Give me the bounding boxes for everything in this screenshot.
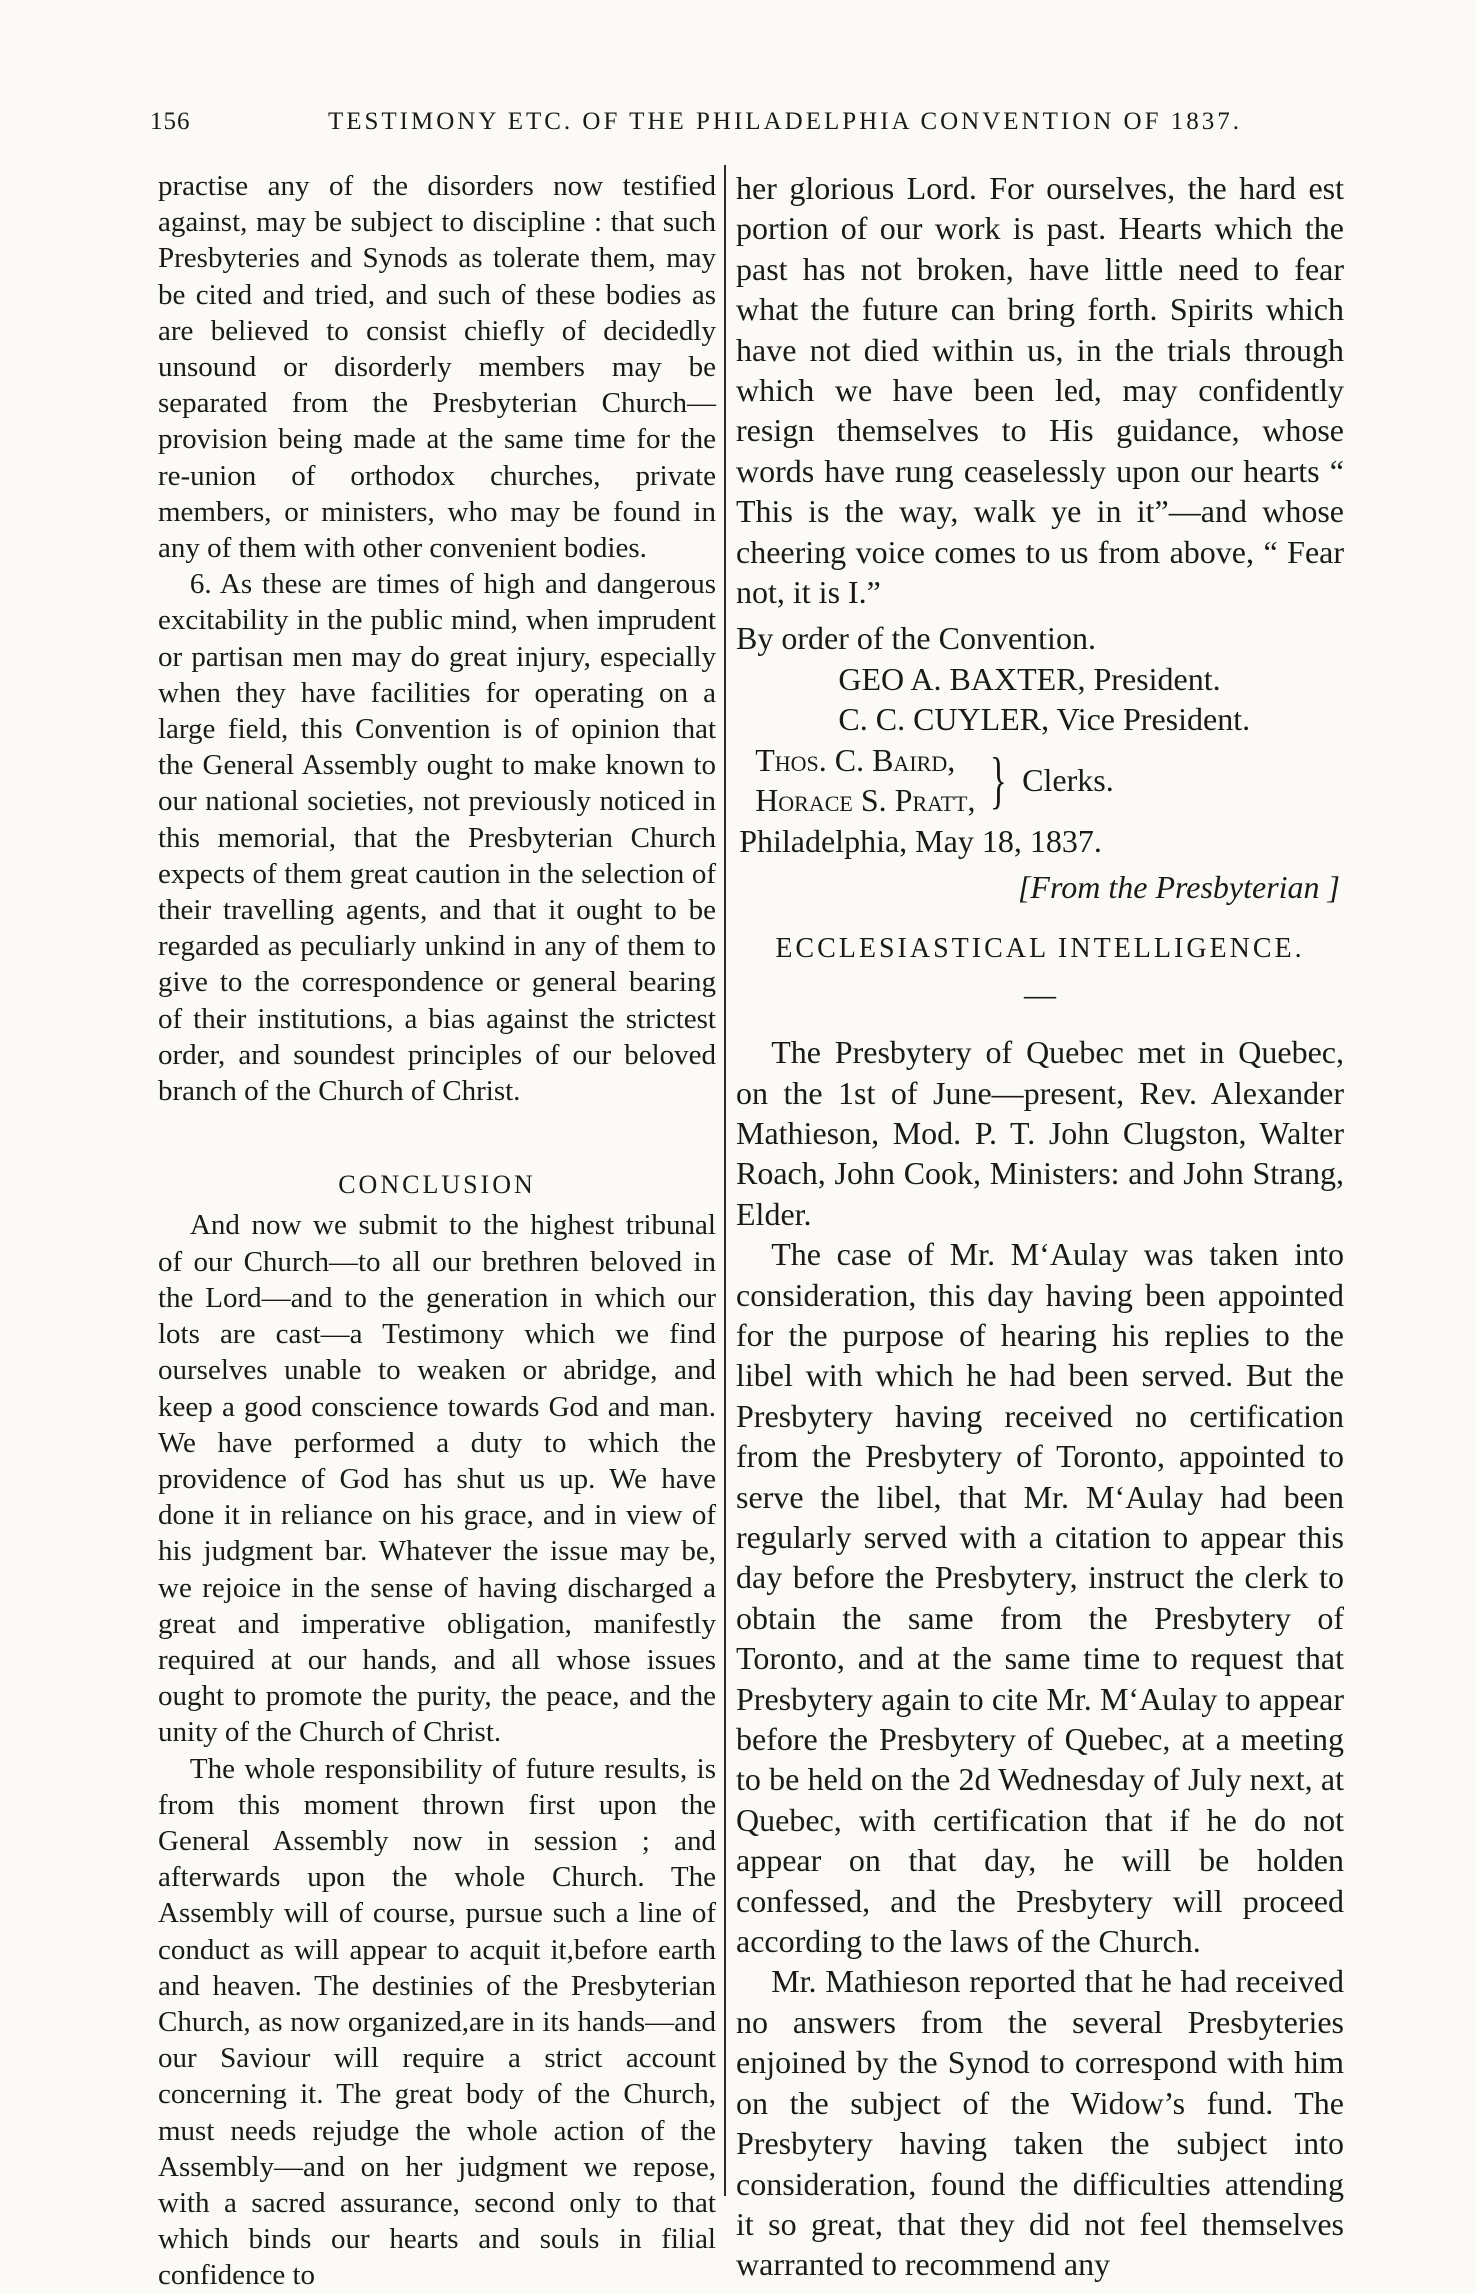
heading-dash: —: [1024, 975, 1056, 1012]
paragraph-maulay-case: The case of Mr. M‘Aulay was taken into consideration, this day having been appointed for the purpose of hearing his replies to the libel with which he had been served. But the Presbytery having received no certification from the Presbytery of Toronto, appointed to serve the libel, that Mr. M‘Aulay had been regularly served with a citation to appear this day before the Presbytery, instruct the clerk to obtain the same from the Presbytery of Toronto, and at the same time to request that Presbytery again to cite Mr. M‘Aulay to appear before the Presbytery of Quebec, at a meeting to be held on the 2d Wednesday of July next, at Quebec, with certification that if he do not appear on that day, he will be holden confessed, and the Presbytery will proceed according to the laws of the Church.: [736, 1236, 1344, 1960]
source-credit: [From the Presbyterian ]: [1017, 868, 1340, 905]
brace-symbol: }: [990, 744, 1008, 816]
page-number: 156: [150, 108, 191, 135]
clerk-names: [755, 740, 975, 821]
paragraph-presbytery-quebec: The Presbytery of Quebec met in Quebec, on the 1st of June—present, Rev. Alexander Mathieson, Mod. P. T. John Clugston, Walter Roach, John Cook, Ministers: and John Strang, Elder.: [736, 1034, 1344, 1232]
conclusion-heading: CONCLUSION: [338, 1170, 536, 1200]
paragraph-glorious-lord: her glorious Lord. For ourselves, the hard est portion of our work is past. Hearts which the past has not broken, have little need to fear what the future can bring forth. Spirits which have not died within us, in the trials through which we have been led, may confidently resign themselves to His guidance, whose words have rung ceaselessly upon our hearts “ This is the way, walk ye in it”—and whose cheering voice comes to us from above, “ Fear not, it is I.”: [736, 170, 1344, 611]
column-divider: [724, 165, 726, 2196]
running-head: [150, 108, 1350, 136]
clerks-label: Clerks.: [1022, 761, 1114, 798]
order-line: By order of the Convention.: [736, 620, 1096, 657]
right-column: [736, 168, 1344, 2283]
clerk-name-2: Horace S. Pratt,: [755, 782, 976, 819]
paragraph-item-6: 6. As these are times of high and dangerous excitability in the public mind, when imprudent or partisan men may do great injury, especially when they have facilities for operating on a large field, this Convention is of opinion that the General Assembly ought to make known to our national societies, not previously noticed in this memorial, that the Presbyterian Church expects of them great caution in the selection of their travelling agents, and that it ought to be regarded as peculiarly unkind in any of them to give to the correspondence or general bearing of their institutions, a bias against the strictest order, and soundest principles of our beloved branch of the Church of Christ.: [158, 568, 716, 1108]
vice-president-signature: C. C. CUYLER, Vice President.: [838, 701, 1251, 738]
page-header-title: TESTIMONY ETC. OF THE PHILADELPHIA CONVENTION OF 1837.: [327, 108, 1243, 135]
clerks-block: [755, 740, 1344, 821]
left-column: [158, 168, 716, 2292]
paragraph-responsibility: The whole responsibility of future results, is from this moment thrown first upon the General Assembly now in session ; and afterwards upon the whole Church. The Assembly will of course, pursue such a line of conduct as will appear to acquit it,before earth and heaven. The destinies of the Presbyterian Church, as now organized,are in its hands—and our Saviour will require a strict account concerning it. The great body of the Church, must needs rejudge the whole action of the Assembly—and on her judgment we repose, with a sacred assurance, second only to that which binds our hearts and souls in filial confidence to: [158, 1752, 716, 2292]
paragraph-conclusion: And now we submit to the highest tribunal of our Church—to all our brethren beloved in the Lord—and to the generation in which our lots are cast—a Testimony which we find ourselves unable to weaken or abridge, and keep a good conscience towards God and man. We have performed a duty to which the providence of God has shut us up. We have done it in reliance on his grace, and in view of his judgment bar. Whatever the issue may be, we rejoice in the sense of having discharged a great and imperative obligation, manifestly required at our hands, and all whose issues ought to promote the purity, the peace, and the unity of the Church of Christ.: [158, 1209, 716, 1749]
president-signature: GEO A. BAXTER, President.: [838, 660, 1221, 697]
ecclesiastical-heading: ECCLESIASTICAL INTELLIGENCE.: [775, 933, 1305, 965]
place-date: Philadelphia, May 18, 1837.: [739, 822, 1102, 859]
paragraph-widows-fund: Mr. Mathieson reported that he had received no answers from the several Presbyteries enjoined by the Synod to correspond with him on the subject of the Widow’s fund. The Presbytery having taken the subject into consideration, found the difficulties attending it so great, that they did not feel themselves warranted to recommend any: [736, 1963, 1344, 2283]
clerk-name-1: Thos. C. Baird,: [755, 741, 956, 778]
paragraph-disorders: practise any of the disorders now testified against, may be subject to discipline : that such Presbyteries and Synods as tolerate them, may be cited and tried, and such of these bodies as are believed to consist chiefly of decidedly unsound or disorderly members may be separated from the Presbyterian Church—provision being made at the same time for the re-union of orthodox churches, private members, or ministers, who may be found in any of them with other convenient bodies.: [158, 170, 716, 565]
